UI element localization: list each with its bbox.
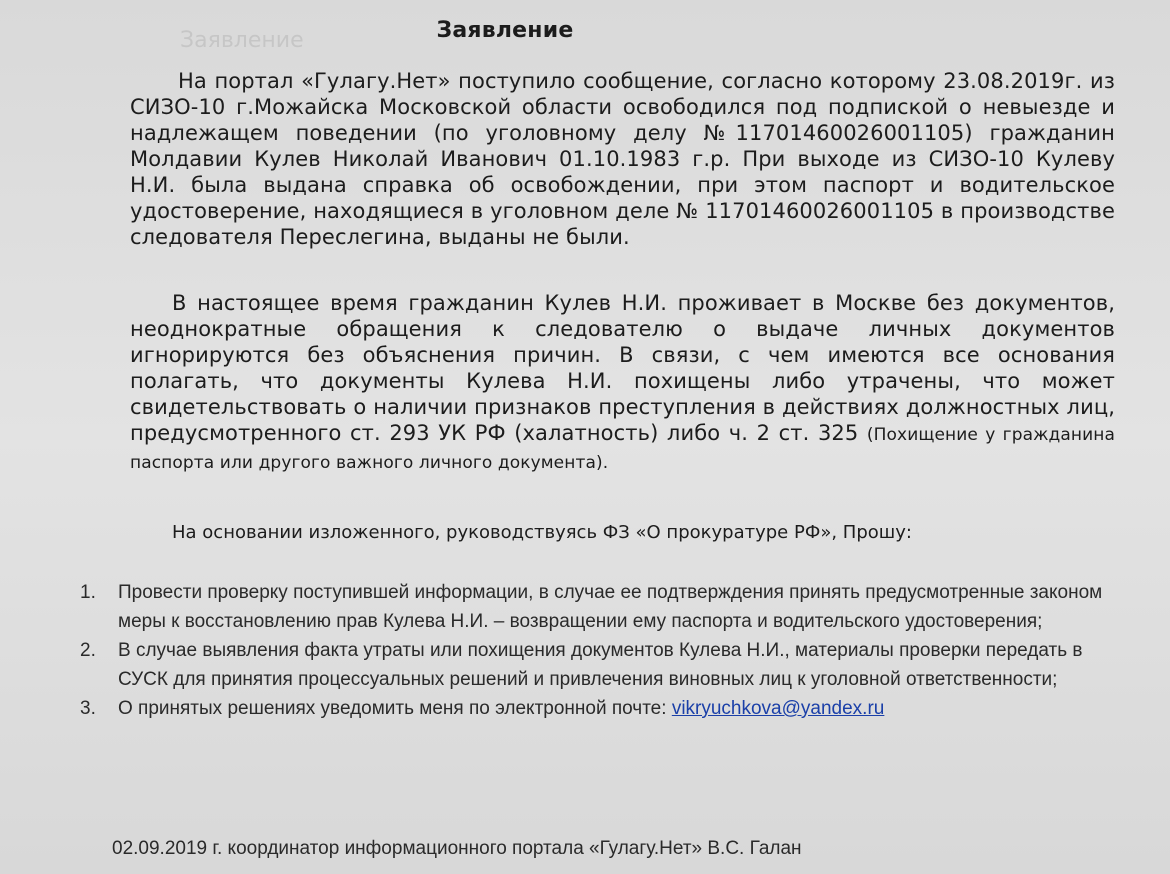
- paragraph-report: На портал «Гулагу.Нет» поступило сообщение, согласно которому 23.08.2019г. из СИЗО-10 г.Можайска Московской области освободился под подпиской о невыезде и надлежащем поведении (по уголовному делу №11701460026001105) гражданин Молдавии Кулев Николай Иванович 01.10.1983 г.р. При выходе из СИЗО-10 Кулеву Н.И. была выдана справка об освобождении, при этом паспорт и водительское удостоверение, находящиеся в уголовном деле № 11701460026001105 в производстве следователя Переслегина, выданы не были.: [130, 69, 1115, 249]
- signature-line: 02.09.2019 г. координатор информационного портала «Гулагу.Нет» В.С. Галан: [112, 838, 802, 859]
- bleed-through-text: Заявление: [180, 28, 304, 53]
- email-link[interactable]: vikryuchkova@yandex.ru: [671, 698, 885, 719]
- list-item: [80, 578, 1120, 636]
- paragraph-situation-body: В настоящее время гражданин Кулев Н.И. проживает в Москве без документов, неоднократные обращения к следователю о выдаче личных документов игнорируются без объяснения причин. В связи, с чем имеются все основания полагать, что документы Кулева Н.И. похищены либо утрачены, что может свидетельствовать о наличии признаков преступления в действиях должностных лиц, предусмотренного ст. 293 УК РФ (халатность) либо ч. 2 ст. 325: [130, 291, 1115, 445]
- request-list: [80, 578, 1120, 723]
- list-item: [80, 636, 1120, 694]
- list-item-text: Провести проверку поступившей информации, в случае ее подтверждения принять предусмотренные законом меры к восстановлению прав Кулева Н.И. – возвращении ему паспорта и водительского удостоверения;: [118, 582, 1103, 632]
- list-item-number: 1.: [80, 582, 96, 603]
- document-title: Заявление: [436, 18, 574, 43]
- list-item-number: 3.: [80, 698, 96, 719]
- list-item-number: 2.: [80, 640, 96, 661]
- paragraph-situation: [130, 290, 1115, 476]
- paragraph-situation-tail: (Похищение у гражданина паспорта или другого важного личного документа).: [130, 425, 1116, 473]
- list-item-text: В случае выявления факта утраты или похищения документов Кулева Н.И., материалы проверки передать в СУСК для принятия процессуальных решений и привлечения виновных лиц к уголовной ответственности;: [118, 640, 1083, 690]
- request-line: На основании изложенного, руководствуясь ФЗ «О прокуратуре РФ», Прошу:: [172, 522, 912, 543]
- list-item: [80, 694, 1120, 723]
- list-item-text: О принятых решениях уведомить меня по электронной почте:: [118, 698, 672, 719]
